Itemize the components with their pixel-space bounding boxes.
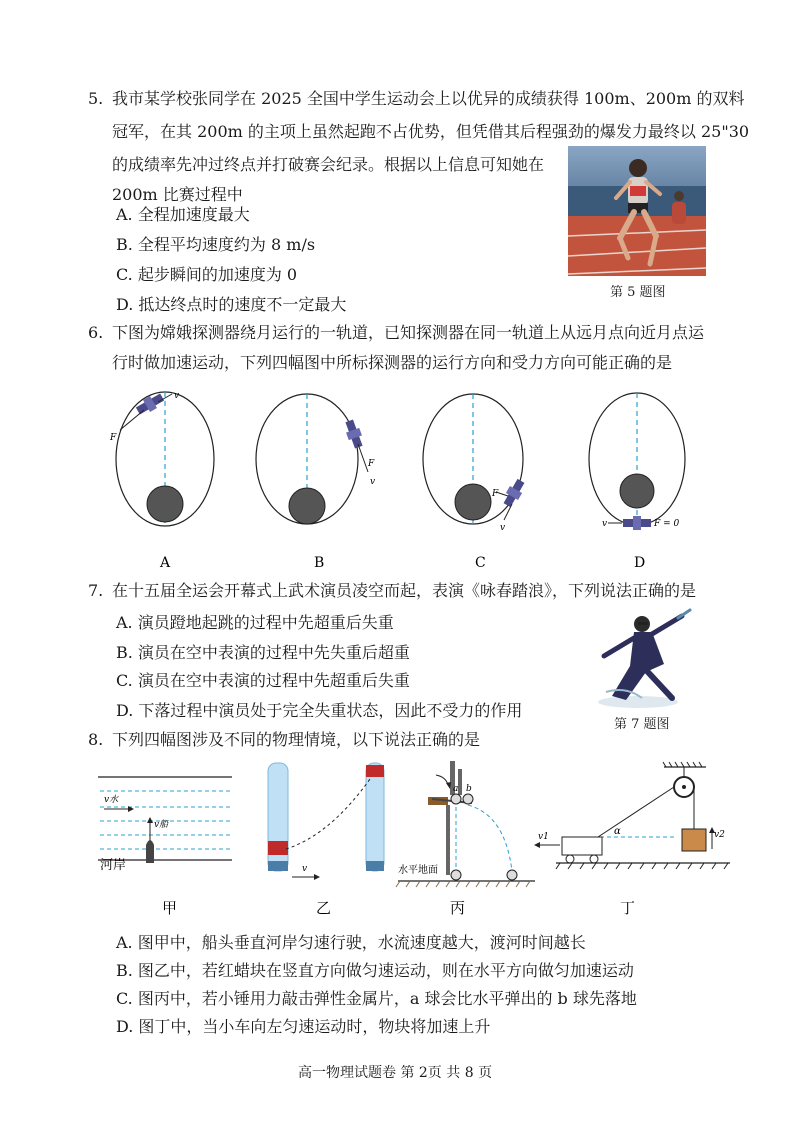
q5-runner-photo: [568, 146, 706, 276]
orbit-d-f-zero-label: F = 0: [654, 519, 680, 529]
q7-stem-line1: 在十五届全运会开幕式上武术演员凌空而起，表演《咏春踏浪》，下列说法正确的是: [112, 581, 697, 600]
q8-scenario-figures: [0, 755, 800, 929]
q5-option-b: B. 全程平均速度约为 8 m/s: [116, 235, 316, 254]
q8-option-d: D. 图丁中，当小车向左匀速运动时，物块将加速上升: [116, 1017, 491, 1036]
q8-stem-line1: 下列四幅图涉及不同的物理情境，以下说法正确的是: [112, 730, 481, 749]
ding-v1-label: v1: [538, 832, 549, 842]
q6-stem-line1: 下图为嫦娥探测器绕月运行的一轨道，已知探测器在同一轨道上从远月点向近月点运: [112, 323, 705, 342]
q7-option-b: B. 演员在空中表演的过程中先失重后超重: [116, 643, 410, 662]
orbit-label-b: B: [314, 555, 325, 571]
orbit-b: [256, 394, 375, 524]
jia-v-water: v水: [104, 795, 119, 805]
orbit-d: [589, 393, 685, 530]
ding-v2-label: v2: [714, 830, 725, 840]
figure-yi: [268, 763, 384, 880]
orbit-label-d: D: [634, 555, 646, 571]
q7-performer-photo: [586, 602, 700, 710]
orbit-b-v-label: v: [370, 477, 376, 487]
orbit-c-v-label: v: [500, 523, 506, 533]
q7-option-d: D. 下落过程中演员处于完全失重状态，因此不受力的作用: [116, 701, 523, 720]
q6-orbit-figures: [0, 380, 800, 584]
q8-option-c: C. 图丙中，若小锤用力敲击弹性金属片，a 球会比水平弹出的 b 球先落地: [116, 989, 637, 1008]
bing-b-label: b: [466, 784, 472, 794]
q7-option-c: C. 演员在空中表演的过程中先超重后失重: [116, 671, 410, 690]
q7-figure-caption: 第 7 题图: [614, 717, 670, 732]
q5-stem-line3: 的成绩率先冲过终点并打破赛会纪录。根据以上信息可知她在: [112, 155, 545, 174]
q5-stem-line2: 冠军，在其 200m 的主项上虽然起跑不占优势，但凭借其后程强劲的爆发力最终以 25"30: [112, 122, 750, 141]
orbit-label-a: A: [160, 555, 171, 571]
q7-number: 7.: [88, 581, 104, 600]
page-footer: 高一物理试题卷 第 2页 共 8 页: [298, 1065, 493, 1081]
orbit-a-f-label: F: [110, 433, 117, 443]
ding-alpha-label: α: [614, 826, 621, 837]
orbit-c: [423, 394, 527, 533]
q8-option-a: A. 图甲中，船头垂直河岸匀速行驶，水流速度越大，渡河时间越长: [116, 933, 586, 952]
q8-number: 8.: [88, 730, 104, 749]
q5-number: 5.: [88, 89, 104, 108]
orbit-a-v-label: v: [174, 391, 180, 401]
bing-ground-label: 水平地面: [398, 865, 438, 876]
figure-ding: [534, 762, 730, 869]
q8-label-yi: 乙: [316, 899, 332, 917]
q7-option-a: A. 演员蹬地起跳的过程中先超重后失重: [116, 613, 394, 632]
q5-option-d: D. 抵达终点时的速度不一定最大: [116, 295, 347, 314]
jia-river-bank: 河岸: [100, 858, 127, 873]
jia-v-boat: v船: [154, 820, 169, 830]
orbit-a: [109, 391, 214, 526]
q8-label-bing: 丙: [450, 899, 466, 917]
q5-stem-line1: 我市某学校张同学在 2025 全国中学生运动会上以优异的成绩获得 100m、200m 的双料: [112, 89, 745, 108]
orbit-d-v-label: v: [602, 519, 608, 529]
yi-v-label: v: [302, 864, 308, 874]
q5-option-c: C. 起步瞬间的加速度为 0: [116, 265, 298, 284]
q8-label-jia: 甲: [162, 899, 178, 917]
q6-number: 6.: [88, 323, 104, 342]
orbit-label-c: C: [475, 555, 486, 571]
figure-bing: [396, 761, 535, 887]
q5-option-a: A. 全程加速度最大: [116, 205, 250, 224]
orbit-c-f-label: F: [492, 489, 499, 499]
figure-jia: [98, 777, 232, 873]
q8-label-ding: 丁: [620, 899, 636, 917]
q5-figure-caption: 第 5 题图: [610, 285, 666, 300]
orbit-b-f-label: F: [368, 459, 375, 469]
q5-stem-line4: 200m 比赛过程中: [112, 185, 243, 204]
bing-a-label: a: [453, 784, 459, 794]
q6-stem-line2: 行时做加速运动，下列四幅图中所标探测器的运行方向和受力方向可能正确的是: [112, 353, 673, 372]
q8-option-b: B. 图乙中，若红蜡块在竖直方向做匀速运动，则在水平方向做匀加速运动: [116, 961, 634, 980]
